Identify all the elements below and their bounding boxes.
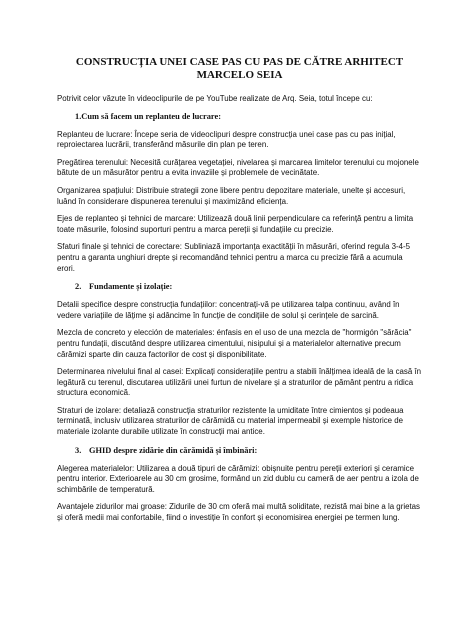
- paragraph: Avantajele zidurilor mai groase: Zidurile de 30 cm oferă mai multă soliditate, rezistă mai bine a la grietas și oferă medii mai confortabile, fiind o investiție în confort și economisirea energiei pe termen lung.: [57, 502, 420, 523]
- section-heading-2: [75, 281, 422, 292]
- paragraph: Organizarea spațiului: Distribuie strategii zone libere pentru depozitare materiale, unelte și accesuri, luând în considerare dispunerea terenului și maximizând eficiența.: [57, 185, 406, 206]
- section-heading-3: [75, 445, 422, 456]
- paragraph: Detalii specifice despre construcția fundațiilor: concentrați-vă pe utilizarea talpa continuu, având în vedere variațiile de lățime și adâncime în funcție de condițiile de solul și cerințele de sarcină.: [57, 300, 400, 320]
- title-line-1: CONSTRUCȚIA UNEI CASE PAS CU PAS DE CĂTRE ARHITECT: [75, 56, 404, 68]
- paragraph: Sfaturi finale și tehnici de corectare: Subliniază importanța exactității în măsurări, oferind regula 3-4-5 pentru a garanta unghiuri drepte și recomandând tehnici pentru a marca cu precizie fără a acumula erori.: [57, 242, 411, 273]
- paragraph: Straturi de izolare: detaliază construcția straturilor rezistente la umiditate între cimientos și podeaua terminată, inclusiv utilizarea straturilor de cărămidă cu material impermeabil și exemple historice de materiale izolante durabile utilizate în construcții mai antice.: [57, 405, 404, 437]
- section-heading-text: Cum să facem un replanteu de lucrare:: [81, 111, 222, 121]
- section-heading-text: Fundamente și izolație:: [89, 282, 173, 292]
- section-number: 2.: [75, 282, 82, 292]
- section-heading-1: [75, 111, 422, 122]
- section-heading-text: GHID despre zidărie din cărămidă și îmbinări:: [89, 445, 258, 455]
- section-number: 3.: [75, 445, 82, 455]
- paragraph: Ejes de replanteo și tehnici de marcare: Utilizează două linii perpendiculare ca referință pentru a limita toate măsurile, folosind suporturi pentru a marca pereții și fundațiile cu precizie.: [57, 214, 414, 234]
- paragraph: Pregătirea terenului: Necesită curățarea vegetației, nivelarea și marcarea limitelor terenului cu mojonele bătute de un măsurător pentru a evita invaziile și problemele de vecinătate.: [57, 157, 419, 178]
- paragraph: Replanteu de lucrare: Începe seria de videoclipuri despre construcția unei case pas cu pas inițial, reproiectarea lucrării, transferând măsurile din plan pe teren.: [57, 129, 396, 150]
- paragraph: Alegerea materialelor: Utilizarea a două tipuri de cărămizi: obișnuite pentru pereții exteriori și ceramice pentru interior. Exterioarele au 30 cm grosime, formând un zid dublu cu cameră de aer pentru a izola de schimbările de temperatură.: [57, 463, 419, 494]
- section-number: 1.: [75, 111, 82, 121]
- document-title: [57, 56, 422, 82]
- paragraph: Determinarea nivelului final al casei: Explicați considerațiile pentru a stabili înălțimea ideală de la casă în legătură cu terenul, discutarea utilizării unei furtun de nivelare și a straturilor de pământ pentru a ridica structura economică.: [57, 367, 422, 398]
- paragraph: Mezcla de concreto y elección de materiales: énfasis en el uso de una mezcla de "hormigón "sărăcia" pentru fundații, discutând despre utilizarea cimentului, nisipului și a materialelor alternative precum cărămizi sparte din cauza factorilor de cost și disponibilitate.: [57, 328, 412, 359]
- intro-paragraph: Potrivit celor văzute în videoclipurile de pe YouTube realizate de Arq. Seia, totul începe cu:: [57, 94, 373, 103]
- title-line-2: MARCELO SEIA: [196, 69, 283, 81]
